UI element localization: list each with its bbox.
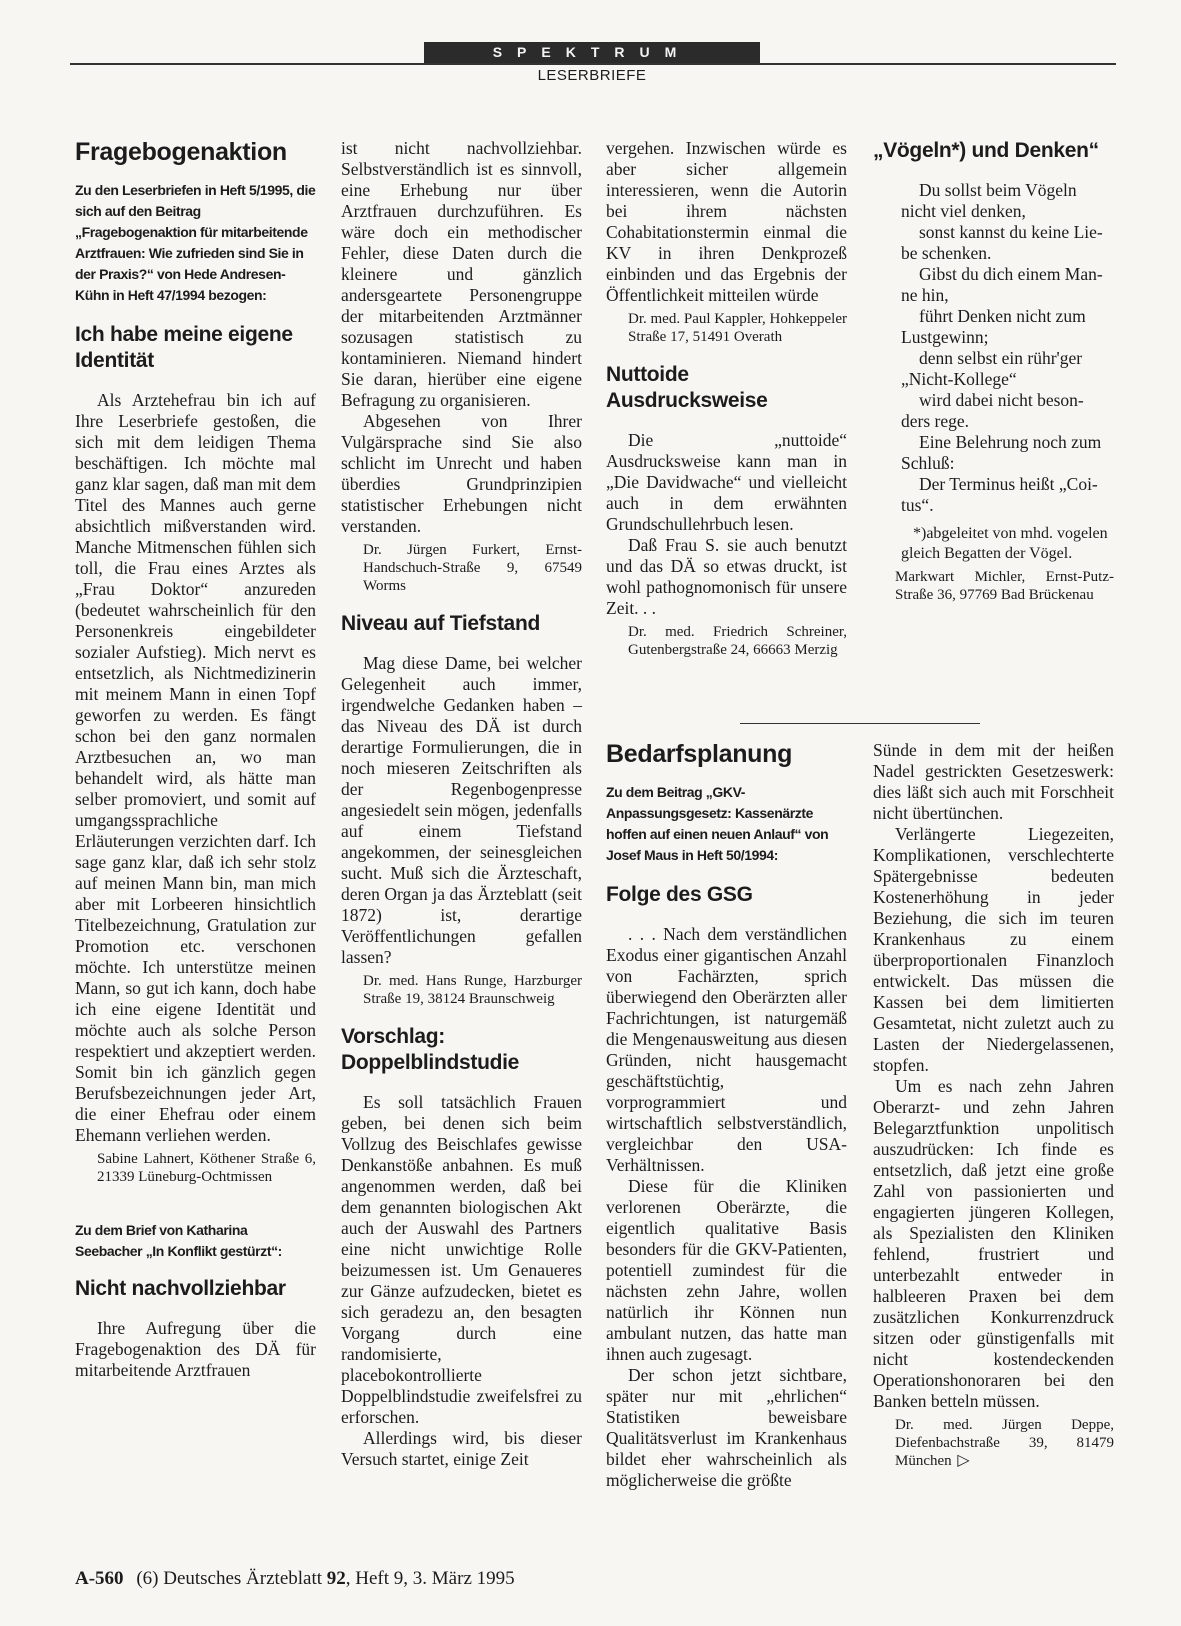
letter-signature: Dr. med. Hans Runge, Harzburger Straße 19, 38124 Braunschweig	[363, 973, 582, 1007]
letter-body: Verlängerte Liegezeiten, Komplikationen, verschlechterte Spätergebnisse bedeuten Kostenerhöhung in jeder Beziehung, die sich im teuren Krankenhaus zu einem überproportionalen Finanzloch entwickelt. Das müssen die Kassen bei dem limitierten Gesamtetat, nicht zuletzt auch zu Lasten der Niedergelassenen, stopfen.	[873, 824, 1114, 1075]
poem-line: nicht viel denken,	[901, 201, 1026, 221]
poem-line: Lustgewinn;	[901, 327, 989, 347]
poem-line: denn selbst ein rühr'ger	[919, 348, 1083, 368]
letter-body: Ihre Aufregung über die Fragebogenaktion des DÄ für mitarbeitende Arztfrauen	[75, 1318, 316, 1380]
section-divider	[740, 723, 980, 724]
column-2	[341, 138, 582, 1470]
letter-title: Vorschlag: Doppelblindstudie	[341, 1025, 520, 1074]
poem	[873, 180, 1114, 516]
poem-line: wird dabei nicht beson-	[919, 390, 1084, 410]
letter-body: Sünde in dem mit der heißen Nadel gestrickten Gesetzeswerk: dies läßt sich auch mit Forschheit nicht übertünchen.	[873, 740, 1114, 823]
letter-body: . . . Nach dem verständlichen Exodus einer gigantischen Anzahl von Fachärzten, sprich überwiegend den Oberärzten aller Fachrichtungen, ist naturgemäß die Mengenausweitung aus diesen Gründen, nicht hausgemacht geschäftstüchtig, vorprogrammiert und wirtschaftlich selbstverständlich, vergleichbar den USA-Verhältnissen.	[606, 924, 847, 1175]
section-banner: SPEKTRUM	[424, 42, 760, 63]
letter-body: Allerdings wird, bis dieser Versuch startet, einige Zeit	[341, 1428, 582, 1469]
publication-text: (6) Deutsches Ärzteblatt	[136, 1568, 327, 1589]
poem-line: Du sollst beim Vögeln	[919, 180, 1077, 200]
letter-body: Der schon jetzt sichtbare, später nur mit „ehrlichen“ Statistiken beweisbare Qualitätsverlust im Krankenhaus bildet eher wahrscheinlich als möglicherweise die größte	[606, 1365, 847, 1490]
letter-signature: Sabine Lahnert, Köthener Straße 6, 21339 Lüneburg-Ochtmissen	[97, 1151, 316, 1185]
poem-line: Eine Belehrung noch zum	[919, 432, 1102, 452]
poem-line: Schluß:	[901, 453, 955, 473]
page-footer	[75, 1568, 515, 1590]
volume-number: 92	[326, 1568, 346, 1589]
column-3	[606, 138, 847, 659]
header-rule	[70, 63, 1116, 65]
letter-body: Es soll tatsächlich Frauen geben, bei denen sich beim Vollzug des Beischlafes gewisse Denkanstöße anbahnen. Es muß angenommen werden, daß bei dem genannten biologischen Akt auch der Auswahl des Partners eine nicht unwichtige Rolle beizumessen ist. Um Genaueres zur Gänze aufzudecken, bietet es sich geradezu an, den besagten Vorgang durch eine randomisierte, placebokontrollierte Doppelblindstudie zweifelsfrei zu erforschen.	[341, 1092, 582, 1427]
poem-line: führt Denken nicht zum	[919, 306, 1086, 326]
letter-title: Ich habe meine eigene Identität	[75, 323, 293, 372]
poem-line: sonst kannst du keine Lie-	[919, 222, 1103, 242]
poem-line: Der Terminus heißt „Coi-	[919, 474, 1098, 494]
letter-signature: Dr. med. Paul Kappler, Hohkeppeler Straße 17, 51491 Overath	[628, 311, 847, 345]
column-4	[873, 138, 1114, 604]
letter-title: „Vögeln*) und Denken“	[873, 139, 1099, 162]
poem-line: be schenken.	[901, 243, 992, 263]
letter-signature: Markwart Michler, Ernst-Putz-Straße 36, 97769 Bad Brückenau	[895, 569, 1114, 603]
continue-arrow-icon: ▷	[957, 1452, 970, 1469]
letter-title: Niveau auf Tiefstand	[341, 612, 540, 635]
letter-body: vergehen. Inzwischen würde es aber sicher allgemein interessieren, wenn die Autorin bei ihrem nächsten Cohabitationstermin einmal die KV in ihren Denkprozeß einbinden und das Ergebnis der Öffentlichkeit mitteilen würde	[606, 138, 847, 305]
column-1	[75, 138, 316, 1381]
letter-body: Diese für die Kliniken verlorenen Oberärzte, die eigentlich qualitative Basis besonders für die GKV-Patienten, potentiell zumindest für die nächsten zehn Jahre, wollen natürlich ihr Können nun ambulant nutzen, das hatte man ihnen auch zugesagt.	[606, 1176, 847, 1364]
poem-line: ders rege.	[901, 411, 970, 431]
letter-signature: Dr. med. Friedrich Schreiner, Gutenbergstraße 24, 66663 Merzig	[628, 624, 847, 658]
poem-line: ne hin,	[901, 285, 949, 305]
letter-body: Abgesehen von Ihrer Vulgärsprache sind Sie also schlicht im Unrecht und haben überdies Grundprinzipien statistischer Erhebungen nicht verstanden.	[341, 411, 582, 536]
letter-signature: Dr. Jürgen Furkert, Ernst-Handschuch-Straße 9, 67549 Worms	[363, 542, 582, 594]
letter-signature	[895, 1416, 1114, 1470]
bedarfsplanung-column-left	[606, 740, 847, 1491]
letter-body: Daß Frau S. sie auch benutzt und das DÄ so etwas druckt, ist wohl pathognomonisch für unsere Zeit. . .	[606, 535, 847, 618]
letter-body: Die „nuttoide“ Ausdrucksweise kann man in „Die Davidwache“ und vielleicht auch in dem erwähnten Grundschullehrbuch lesen.	[606, 430, 847, 534]
section-intro: Zu dem Beitrag „GKV-Anpassungsgesetz: Kassenärzte hoffen auf einen neuen Anlauf“ von Josef Maus in Heft 50/1994:	[606, 784, 829, 863]
letter-title: Nicht nachvollziehbar	[75, 1277, 286, 1300]
letter-title: Folge des GSG	[606, 883, 753, 906]
poem-line: tus“.	[901, 495, 934, 515]
bedarfsplanung-column-right	[873, 740, 1114, 1470]
footnote: *)abgeleitet von mhd. vogelen gleich Begatten der Vögel.	[901, 525, 1108, 562]
letter-body: ist nicht nachvollziehbar. Selbstverständlich ist es sinnvoll, eine Erhebung nur über Arztfrauen durchzuführen. Es wäre doch ein methodischer Fehler, diese Daten durch die kleinere und gänzlich andersgeartete Personengruppe der mitarbeitenden Arztmänner sozusagen statistisch zu kontaminieren. Niemand hindert Sie daran, hierüber eine eigene Befragung zu organisieren.	[341, 138, 582, 410]
section-intro: Zu den Leserbriefen in Heft 5/1995, die sich auf den Beitrag „Fragebogenaktion für mitarbeitende Arztfrauen: Wie zufrieden sind Sie in der Praxis?“ von Hede Andresen-Kühn in Heft 47/1994 bezogen:	[75, 182, 316, 303]
letter-intro: Zu dem Brief von Katharina Seebacher „In Konflikt gestürzt“:	[75, 1222, 282, 1259]
letter-title: Nuttoide Ausdrucksweise	[606, 363, 768, 412]
poem-line: „Nicht-Kollege“	[901, 369, 1017, 389]
page-number: A-560	[75, 1568, 124, 1589]
subsection-label: LESERBRIEFE	[537, 67, 647, 84]
letter-body: Um es nach zehn Jahren Oberarzt- und zehn Jahren Belegarztfunktion unpolitisch auszudrücken: Ich finde es entsetzlich, daß jetzt eine große Zahl von passionierten und engagierten jüngeren Kollegen, als Spezialisten den Kliniken fehlend, frustriert und unterbezahlt entweder in halbleeren Praxen bei dem zusätzlichen Konkurrenzdruck sitzen oder günstigenfalls mit nicht kostendeckenden Operationshonoraren bei den Banken betteln müssen.	[873, 1076, 1114, 1411]
section-title: Bedarfsplanung	[606, 740, 793, 768]
section-title: Fragebogenaktion	[75, 138, 287, 166]
poem-line: Gibst du dich einem Man-	[919, 264, 1103, 284]
issue-date: , Heft 9, 3. März 1995	[345, 1568, 515, 1589]
letter-body: Mag diese Dame, bei welcher Gelegenheit auch immer, irgendwelche Gedanken haben – das Niveau des DÄ ist durch derartige Formulierungen, die in noch mieseren Zeitschriften als der Regenbogenpresse angesiedelt sein mögen, jedenfalls auf einem Tiefstand angekommen, der seinesgleichen sucht. Muß sich die Ärzteschaft, deren Organ ja das Ärzteblatt (seit 1872) ist, derartige Veröffentlichungen gefallen lassen?	[341, 653, 582, 967]
letter-body: Als Arztehefrau bin ich auf Ihre Leserbriefe gestoßen, die sich mit dem leidigen Thema beschäftigen. Ich möchte mal ganz klar sagen, daß man mit dem Titel des Mannes auch gerne absichtlich mißverstanden wird. Manche Mitmenschen fühlen sich toll, die Frau eines Arztes als „Frau Doktor“ anzureden (bedeutet wahrscheinlich für den Personenkreis eingebildeter sozialer Aufstieg). Mich nervt es entsetzlich, als Nichtmedizinerin mit meinem Mann in einen Topf geworfen zu werden. Es fängt schon bei den ganz normalen Arztbesuchen an, wo man behandelt wird, als hätte man selber promoviert, und somit auf umgangssprachliche Erläuterungen verzichten darf. Ich sage ganz klar, daß ich sehr stolz auf meinen Mann bin, man mich aber mit Lorbeeren hinsichtlich Titelbezeichnung, Gratulation zur Promotion etc. verschonen möchte. Ich unterstütze meinen Mann, so gut ich kann, doch habe ich eine eigene Identität und möchte auch als solche Person respektiert und akzeptiert werden. Somit bin ich gänzlich gegen Berufsbezeichnungen jeder Art, die einer Ehefrau oder einem Ehemann verliehen werden.	[75, 390, 316, 1145]
signature-text: Dr. med. Jürgen Deppe, Diefenbachstraße 39, 81479 München	[895, 1417, 1114, 1469]
